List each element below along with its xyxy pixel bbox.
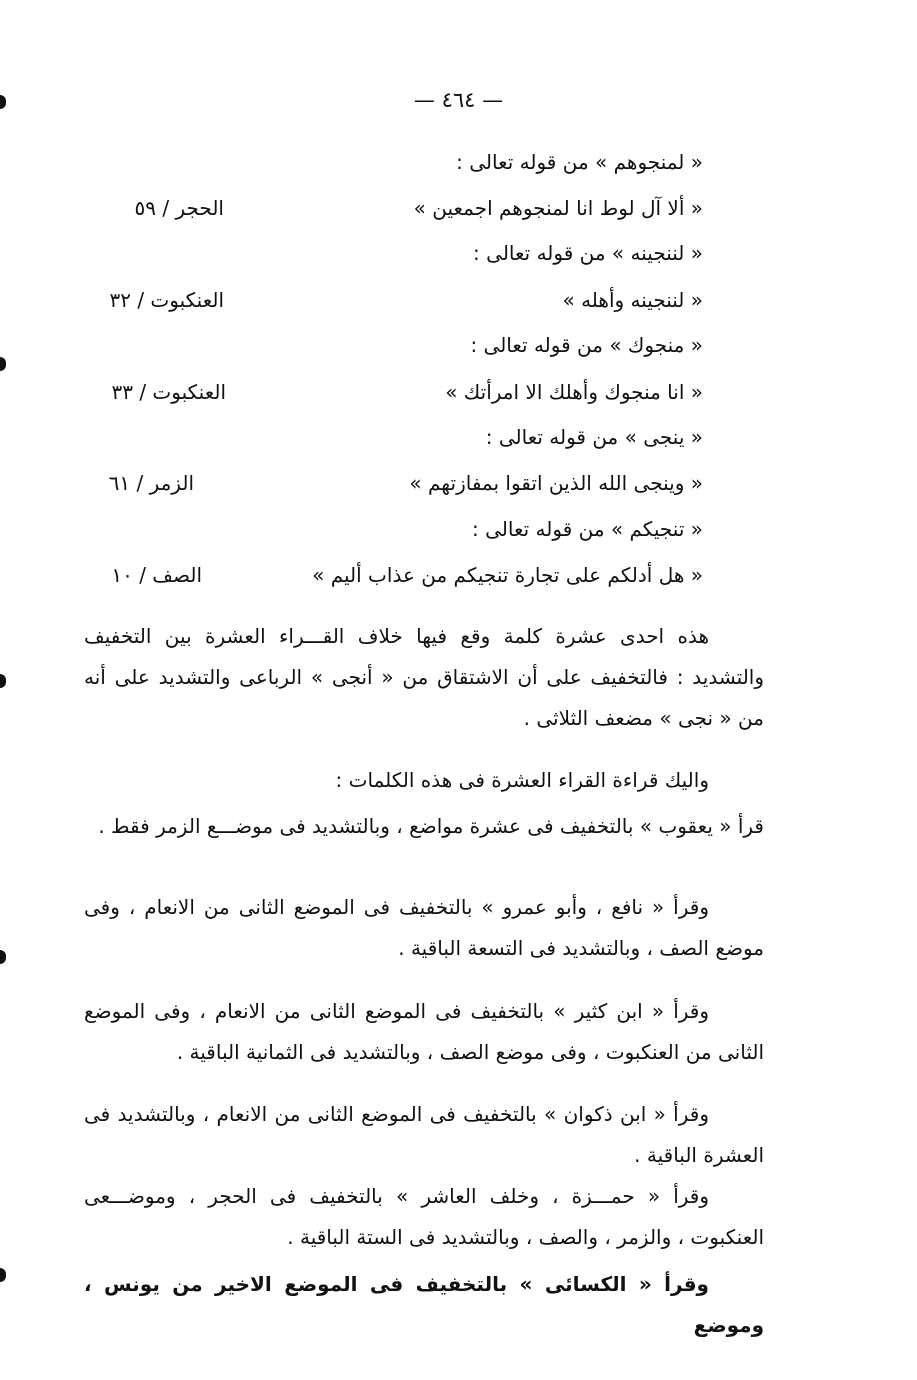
- verse-text: « انا منجوك وأهلك الا امرأتك »: [445, 380, 703, 404]
- paragraph: وقرأ « نافع ، وأبو عمرو » بالتخفيف فى الموضع الثانى من الانعام ، وفى موضع الصف ، وبالتشديد فى التسعة الباقية .: [84, 895, 764, 960]
- paragraph: هذه احدى عشرة كلمة وقع فيها خلاف القـــراء العشرة بين التخفيف والتشديد : فالتخفيف على أن الاشتقاق من « أنجى » الرباعى والتشديد على أنه من « نجى » مضعف الثلاثى .: [84, 624, 764, 730]
- verse-intro: « تنجيكم » من قوله تعالى :: [472, 517, 703, 541]
- verse-reference: العنكبوت / ٣٢: [109, 288, 224, 312]
- verse-reference: الزمر / ٦١: [108, 471, 194, 495]
- verse-text: « هل أدلكم على تجارة تنجيكم من عذاب أليم »: [312, 563, 703, 587]
- scan-mark: [0, 950, 6, 964]
- verse-reference: العنكبوت / ٣٣: [111, 380, 226, 404]
- verse-reference: الحجر / ٥٩: [134, 196, 224, 220]
- scan-mark: [0, 357, 6, 371]
- verse-text: « وينجى الله الذين اتقوا بمفازتهم »: [409, 471, 703, 495]
- verse-text: « ألا آل لوط انا لمنجوهم اجمعين »: [413, 196, 703, 220]
- paragraph: قرأ « يعقوب » بالتخفيف فى عشرة مواضع ، وبالتشديد فى موضـــع الزمر فقط .: [98, 814, 764, 838]
- verse-text: « لننجينه وأهله »: [562, 288, 703, 312]
- scan-mark: [0, 1268, 6, 1282]
- verse-intro: « منجوك » من قوله تعالى :: [470, 333, 703, 357]
- verse-intro: « لمنجوهم » من قوله تعالى :: [456, 150, 703, 174]
- scan-mark: [0, 674, 6, 688]
- paragraph: وقرأ « ابن ذكوان » بالتخفيف فى الموضع الثانى من الانعام ، وبالتشديد فى العشرة الباقية .: [84, 1102, 764, 1167]
- verse-reference: الصف / ١٠: [111, 563, 202, 587]
- paragraph: واليك قراءة القراء العشرة فى هذه الكلمات :: [335, 768, 709, 792]
- verse-intro: « ينجى » من قوله تعالى :: [485, 425, 703, 449]
- paragraph: وقرأ « حمـــزة ، وخلف العاشر » بالتخفيف فى الحجر ، وموضـــعى العنكبوت ، والزمر ، والصف ، وبالتشديد فى الستة الباقية .: [84, 1184, 764, 1249]
- paragraph: وقرأ « الكسائى » بالتخفيف فى الموضع الاخير من يونس ، وموضع: [84, 1272, 764, 1337]
- verse-intro: « لننجينه » من قوله تعالى :: [473, 241, 703, 265]
- paragraph: وقرأ « ابن كثير » بالتخفيف فى الموضع الثانى من الانعام ، وفى الموضع الثانى من العنكبوت ، وفى موضع الصف ، وبالتشديد فى الثمانية الباقية .: [84, 999, 764, 1064]
- page-number: — ٤٦٤ —: [413, 88, 504, 112]
